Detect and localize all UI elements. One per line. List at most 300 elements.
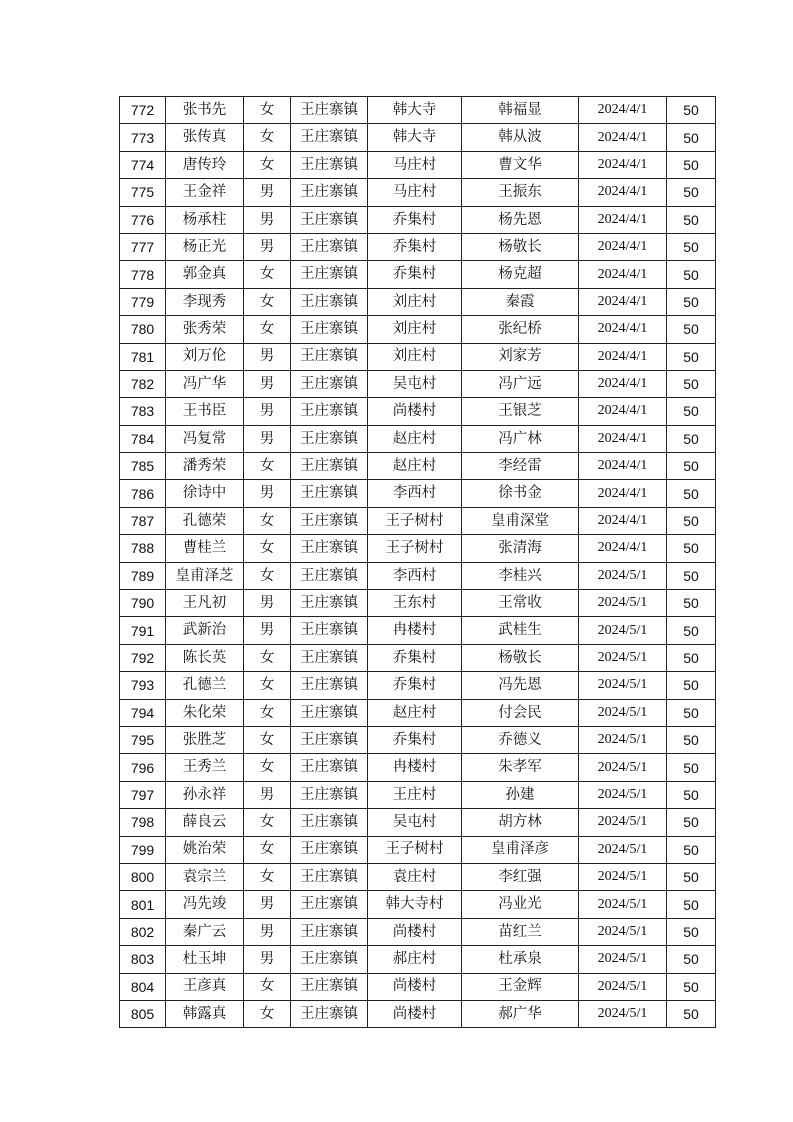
date-cell: 2024/4/1 (579, 179, 667, 206)
gender-cell: 女 (244, 644, 291, 671)
name-cell: 武新治 (166, 617, 244, 644)
amount-cell: 50 (667, 809, 716, 836)
village-cell: 韩大寺 (368, 124, 462, 151)
amount-cell: 50 (667, 1000, 716, 1027)
payee-cell: 郝广华 (462, 1000, 579, 1027)
date-cell: 2024/4/1 (579, 151, 667, 178)
table-row (120, 973, 716, 1000)
date-cell: 2024/5/1 (579, 946, 667, 973)
town-cell: 王庄寨镇 (291, 288, 368, 315)
seq-cell: 777 (120, 233, 166, 260)
table-row (120, 535, 716, 562)
date-cell: 2024/5/1 (579, 754, 667, 781)
date-cell: 2024/4/1 (579, 288, 667, 315)
seq-cell: 784 (120, 425, 166, 452)
name-cell: 袁宗兰 (166, 863, 244, 890)
town-cell: 王庄寨镇 (291, 480, 368, 507)
payee-cell: 曹文华 (462, 151, 579, 178)
payee-cell: 付会民 (462, 699, 579, 726)
village-cell: 尚楼村 (368, 398, 462, 425)
payee-cell: 王常收 (462, 590, 579, 617)
town-cell: 王庄寨镇 (291, 891, 368, 918)
date-cell: 2024/4/1 (579, 480, 667, 507)
village-cell: 乔集村 (368, 644, 462, 671)
village-cell: 郝庄村 (368, 946, 462, 973)
seq-cell: 792 (120, 644, 166, 671)
town-cell: 王庄寨镇 (291, 343, 368, 370)
gender-cell: 女 (244, 535, 291, 562)
gender-cell: 女 (244, 316, 291, 343)
name-cell: 韩露真 (166, 1000, 244, 1027)
village-cell: 冉楼村 (368, 754, 462, 781)
amount-cell: 50 (667, 617, 716, 644)
name-cell: 冯复常 (166, 425, 244, 452)
name-cell: 皇甫泽芝 (166, 562, 244, 589)
town-cell: 王庄寨镇 (291, 370, 368, 397)
village-cell: 王子树村 (368, 535, 462, 562)
table-row (120, 836, 716, 863)
table-row (120, 288, 716, 315)
table-row (120, 206, 716, 233)
name-cell: 张秀荣 (166, 316, 244, 343)
town-cell: 王庄寨镇 (291, 644, 368, 671)
gender-cell: 女 (244, 507, 291, 534)
name-cell: 李现秀 (166, 288, 244, 315)
village-cell: 赵庄村 (368, 453, 462, 480)
amount-cell: 50 (667, 726, 716, 753)
gender-cell: 女 (244, 562, 291, 589)
date-cell: 2024/4/1 (579, 398, 667, 425)
payee-cell: 杨敬长 (462, 233, 579, 260)
town-cell: 王庄寨镇 (291, 151, 368, 178)
gender-cell: 女 (244, 699, 291, 726)
date-cell: 2024/5/1 (579, 1000, 667, 1027)
gender-cell: 男 (244, 918, 291, 945)
date-cell: 2024/4/1 (579, 507, 667, 534)
gender-cell: 女 (244, 151, 291, 178)
town-cell: 王庄寨镇 (291, 590, 368, 617)
table-body (120, 97, 716, 1028)
seq-cell: 787 (120, 507, 166, 534)
name-cell: 张胜芝 (166, 726, 244, 753)
table-row (120, 754, 716, 781)
seq-cell: 800 (120, 863, 166, 890)
gender-cell: 男 (244, 590, 291, 617)
amount-cell: 50 (667, 97, 716, 124)
gender-cell: 男 (244, 370, 291, 397)
gender-cell: 女 (244, 726, 291, 753)
seq-cell: 794 (120, 699, 166, 726)
town-cell: 王庄寨镇 (291, 124, 368, 151)
date-cell: 2024/5/1 (579, 809, 667, 836)
gender-cell: 女 (244, 288, 291, 315)
name-cell: 孔德兰 (166, 672, 244, 699)
table-row (120, 672, 716, 699)
amount-cell: 50 (667, 672, 716, 699)
gender-cell: 女 (244, 453, 291, 480)
payee-cell: 杜承泉 (462, 946, 579, 973)
name-cell: 王书臣 (166, 398, 244, 425)
village-cell: 马庄村 (368, 179, 462, 206)
payee-cell: 杨先恩 (462, 206, 579, 233)
table-row (120, 398, 716, 425)
seq-cell: 786 (120, 480, 166, 507)
amount-cell: 50 (667, 316, 716, 343)
village-cell: 冉楼村 (368, 617, 462, 644)
payee-cell: 冯先恩 (462, 672, 579, 699)
town-cell: 王庄寨镇 (291, 809, 368, 836)
name-cell: 张传真 (166, 124, 244, 151)
payee-cell: 冯业光 (462, 891, 579, 918)
date-cell: 2024/5/1 (579, 891, 667, 918)
amount-cell: 50 (667, 453, 716, 480)
amount-cell: 50 (667, 179, 716, 206)
amount-cell: 50 (667, 480, 716, 507)
gender-cell: 女 (244, 672, 291, 699)
amount-cell: 50 (667, 918, 716, 945)
name-cell: 张书先 (166, 97, 244, 124)
payee-cell: 徐书金 (462, 480, 579, 507)
town-cell: 王庄寨镇 (291, 699, 368, 726)
seq-cell: 803 (120, 946, 166, 973)
date-cell: 2024/4/1 (579, 343, 667, 370)
date-cell: 2024/4/1 (579, 206, 667, 233)
village-cell: 赵庄村 (368, 425, 462, 452)
payee-cell: 李桂兴 (462, 562, 579, 589)
name-cell: 杨承柱 (166, 206, 244, 233)
village-cell: 尚楼村 (368, 918, 462, 945)
gender-cell: 女 (244, 1000, 291, 1027)
gender-cell: 男 (244, 946, 291, 973)
gender-cell: 男 (244, 233, 291, 260)
village-cell: 王东村 (368, 590, 462, 617)
name-cell: 王金祥 (166, 179, 244, 206)
amount-cell: 50 (667, 288, 716, 315)
village-cell: 尚楼村 (368, 1000, 462, 1027)
date-cell: 2024/5/1 (579, 617, 667, 644)
name-cell: 薛良云 (166, 809, 244, 836)
seq-cell: 791 (120, 617, 166, 644)
seq-cell: 775 (120, 179, 166, 206)
payee-cell: 刘家芳 (462, 343, 579, 370)
gender-cell: 女 (244, 809, 291, 836)
name-cell: 陈长英 (166, 644, 244, 671)
name-cell: 朱化荣 (166, 699, 244, 726)
town-cell: 王庄寨镇 (291, 781, 368, 808)
payee-cell: 冯广林 (462, 425, 579, 452)
seq-cell: 779 (120, 288, 166, 315)
village-cell: 乔集村 (368, 233, 462, 260)
table-row (120, 891, 716, 918)
seq-cell: 797 (120, 781, 166, 808)
town-cell: 王庄寨镇 (291, 836, 368, 863)
seq-cell: 795 (120, 726, 166, 753)
name-cell: 姚治荣 (166, 836, 244, 863)
table-row (120, 918, 716, 945)
date-cell: 2024/4/1 (579, 453, 667, 480)
village-cell: 李西村 (368, 480, 462, 507)
amount-cell: 50 (667, 343, 716, 370)
name-cell: 孙永祥 (166, 781, 244, 808)
date-cell: 2024/5/1 (579, 699, 667, 726)
seq-cell: 776 (120, 206, 166, 233)
town-cell: 王庄寨镇 (291, 179, 368, 206)
town-cell: 王庄寨镇 (291, 206, 368, 233)
town-cell: 王庄寨镇 (291, 726, 368, 753)
gender-cell: 女 (244, 261, 291, 288)
seq-cell: 799 (120, 836, 166, 863)
record-table (119, 96, 716, 1028)
table-row (120, 425, 716, 452)
gender-cell: 女 (244, 97, 291, 124)
amount-cell: 50 (667, 507, 716, 534)
payee-cell: 皇甫深堂 (462, 507, 579, 534)
table-row (120, 261, 716, 288)
table-row (120, 233, 716, 260)
gender-cell: 女 (244, 973, 291, 1000)
seq-cell: 778 (120, 261, 166, 288)
name-cell: 杜玉坤 (166, 946, 244, 973)
table-row (120, 151, 716, 178)
gender-cell: 男 (244, 425, 291, 452)
seq-cell: 785 (120, 453, 166, 480)
payee-cell: 李经雷 (462, 453, 579, 480)
village-cell: 吴屯村 (368, 809, 462, 836)
table-row (120, 946, 716, 973)
payee-cell: 王银芝 (462, 398, 579, 425)
town-cell: 王庄寨镇 (291, 535, 368, 562)
amount-cell: 50 (667, 425, 716, 452)
town-cell: 王庄寨镇 (291, 672, 368, 699)
village-cell: 乔集村 (368, 726, 462, 753)
gender-cell: 女 (244, 836, 291, 863)
seq-cell: 790 (120, 590, 166, 617)
table-row (120, 562, 716, 589)
date-cell: 2024/4/1 (579, 233, 667, 260)
payee-cell: 朱孝军 (462, 754, 579, 781)
date-cell: 2024/4/1 (579, 124, 667, 151)
village-cell: 刘庄村 (368, 288, 462, 315)
payee-cell: 武桂生 (462, 617, 579, 644)
amount-cell: 50 (667, 754, 716, 781)
town-cell: 王庄寨镇 (291, 1000, 368, 1027)
table-row (120, 809, 716, 836)
name-cell: 唐传玲 (166, 151, 244, 178)
payee-cell: 皇甫泽彦 (462, 836, 579, 863)
amount-cell: 50 (667, 699, 716, 726)
amount-cell: 50 (667, 261, 716, 288)
seq-cell: 798 (120, 809, 166, 836)
town-cell: 王庄寨镇 (291, 316, 368, 343)
gender-cell: 男 (244, 398, 291, 425)
date-cell: 2024/4/1 (579, 535, 667, 562)
town-cell: 王庄寨镇 (291, 863, 368, 890)
payee-cell: 杨敬长 (462, 644, 579, 671)
date-cell: 2024/5/1 (579, 726, 667, 753)
village-cell: 韩大寺村 (368, 891, 462, 918)
village-cell: 韩大寺 (368, 97, 462, 124)
village-cell: 马庄村 (368, 151, 462, 178)
seq-cell: 788 (120, 535, 166, 562)
table-row (120, 480, 716, 507)
payee-cell: 韩从波 (462, 124, 579, 151)
amount-cell: 50 (667, 590, 716, 617)
village-cell: 刘庄村 (368, 316, 462, 343)
payee-cell: 孙建 (462, 781, 579, 808)
date-cell: 2024/5/1 (579, 562, 667, 589)
town-cell: 王庄寨镇 (291, 453, 368, 480)
table-row (120, 370, 716, 397)
name-cell: 潘秀荣 (166, 453, 244, 480)
amount-cell: 50 (667, 836, 716, 863)
village-cell: 李西村 (368, 562, 462, 589)
table-row (120, 781, 716, 808)
name-cell: 孔德荣 (166, 507, 244, 534)
seq-cell: 780 (120, 316, 166, 343)
seq-cell: 804 (120, 973, 166, 1000)
seq-cell: 782 (120, 370, 166, 397)
village-cell: 赵庄村 (368, 699, 462, 726)
payee-cell: 乔德义 (462, 726, 579, 753)
date-cell: 2024/5/1 (579, 644, 667, 671)
amount-cell: 50 (667, 946, 716, 973)
payee-cell: 冯广远 (462, 370, 579, 397)
gender-cell: 男 (244, 343, 291, 370)
name-cell: 曹桂兰 (166, 535, 244, 562)
village-cell: 尚楼村 (368, 973, 462, 1000)
amount-cell: 50 (667, 863, 716, 890)
village-cell: 袁庄村 (368, 863, 462, 890)
town-cell: 王庄寨镇 (291, 562, 368, 589)
town-cell: 王庄寨镇 (291, 946, 368, 973)
seq-cell: 789 (120, 562, 166, 589)
town-cell: 王庄寨镇 (291, 233, 368, 260)
amount-cell: 50 (667, 644, 716, 671)
village-cell: 刘庄村 (368, 343, 462, 370)
village-cell: 王子树村 (368, 507, 462, 534)
table-row (120, 699, 716, 726)
date-cell: 2024/4/1 (579, 97, 667, 124)
payee-cell: 张纪桥 (462, 316, 579, 343)
payee-cell: 杨克超 (462, 261, 579, 288)
village-cell: 吴屯村 (368, 370, 462, 397)
village-cell: 乔集村 (368, 206, 462, 233)
date-cell: 2024/5/1 (579, 918, 667, 945)
village-cell: 王子树村 (368, 836, 462, 863)
name-cell: 冯先竣 (166, 891, 244, 918)
date-cell: 2024/4/1 (579, 425, 667, 452)
payee-cell: 王金辉 (462, 973, 579, 1000)
amount-cell: 50 (667, 370, 716, 397)
payee-cell: 秦霞 (462, 288, 579, 315)
payee-cell: 张清海 (462, 535, 579, 562)
seq-cell: 772 (120, 97, 166, 124)
gender-cell: 女 (244, 124, 291, 151)
amount-cell: 50 (667, 562, 716, 589)
seq-cell: 774 (120, 151, 166, 178)
village-cell: 乔集村 (368, 672, 462, 699)
table-row (120, 343, 716, 370)
name-cell: 杨正光 (166, 233, 244, 260)
date-cell: 2024/5/1 (579, 836, 667, 863)
gender-cell: 男 (244, 891, 291, 918)
gender-cell: 女 (244, 754, 291, 781)
seq-cell: 796 (120, 754, 166, 781)
payee-cell: 苗红兰 (462, 918, 579, 945)
date-cell: 2024/4/1 (579, 261, 667, 288)
gender-cell: 女 (244, 863, 291, 890)
name-cell: 秦广云 (166, 918, 244, 945)
date-cell: 2024/5/1 (579, 781, 667, 808)
town-cell: 王庄寨镇 (291, 97, 368, 124)
seq-cell: 793 (120, 672, 166, 699)
name-cell: 郭金真 (166, 261, 244, 288)
payee-cell: 胡方林 (462, 809, 579, 836)
date-cell: 2024/4/1 (579, 370, 667, 397)
seq-cell: 783 (120, 398, 166, 425)
gender-cell: 男 (244, 480, 291, 507)
table-row (120, 124, 716, 151)
amount-cell: 50 (667, 891, 716, 918)
village-cell: 王庄村 (368, 781, 462, 808)
date-cell: 2024/4/1 (579, 316, 667, 343)
name-cell: 王彦真 (166, 973, 244, 1000)
amount-cell: 50 (667, 233, 716, 260)
gender-cell: 男 (244, 179, 291, 206)
table-row (120, 863, 716, 890)
name-cell: 刘万伦 (166, 343, 244, 370)
town-cell: 王庄寨镇 (291, 507, 368, 534)
town-cell: 王庄寨镇 (291, 261, 368, 288)
amount-cell: 50 (667, 781, 716, 808)
amount-cell: 50 (667, 973, 716, 1000)
seq-cell: 781 (120, 343, 166, 370)
town-cell: 王庄寨镇 (291, 617, 368, 644)
table-row (120, 316, 716, 343)
table-row (120, 617, 716, 644)
name-cell: 冯广华 (166, 370, 244, 397)
payee-cell: 王振东 (462, 179, 579, 206)
town-cell: 王庄寨镇 (291, 425, 368, 452)
town-cell: 王庄寨镇 (291, 754, 368, 781)
payee-cell: 李红强 (462, 863, 579, 890)
table-row (120, 179, 716, 206)
seq-cell: 802 (120, 918, 166, 945)
gender-cell: 男 (244, 206, 291, 233)
amount-cell: 50 (667, 535, 716, 562)
town-cell: 王庄寨镇 (291, 973, 368, 1000)
village-cell: 乔集村 (368, 261, 462, 288)
amount-cell: 50 (667, 124, 716, 151)
table-row (120, 453, 716, 480)
seq-cell: 773 (120, 124, 166, 151)
amount-cell: 50 (667, 398, 716, 425)
seq-cell: 805 (120, 1000, 166, 1027)
table-row (120, 644, 716, 671)
amount-cell: 50 (667, 151, 716, 178)
gender-cell: 男 (244, 781, 291, 808)
name-cell: 王凡初 (166, 590, 244, 617)
town-cell: 王庄寨镇 (291, 918, 368, 945)
table-row (120, 1000, 716, 1027)
gender-cell: 男 (244, 617, 291, 644)
amount-cell: 50 (667, 206, 716, 233)
table-row (120, 507, 716, 534)
payee-cell: 韩福显 (462, 97, 579, 124)
date-cell: 2024/5/1 (579, 863, 667, 890)
town-cell: 王庄寨镇 (291, 398, 368, 425)
name-cell: 徐诗中 (166, 480, 244, 507)
